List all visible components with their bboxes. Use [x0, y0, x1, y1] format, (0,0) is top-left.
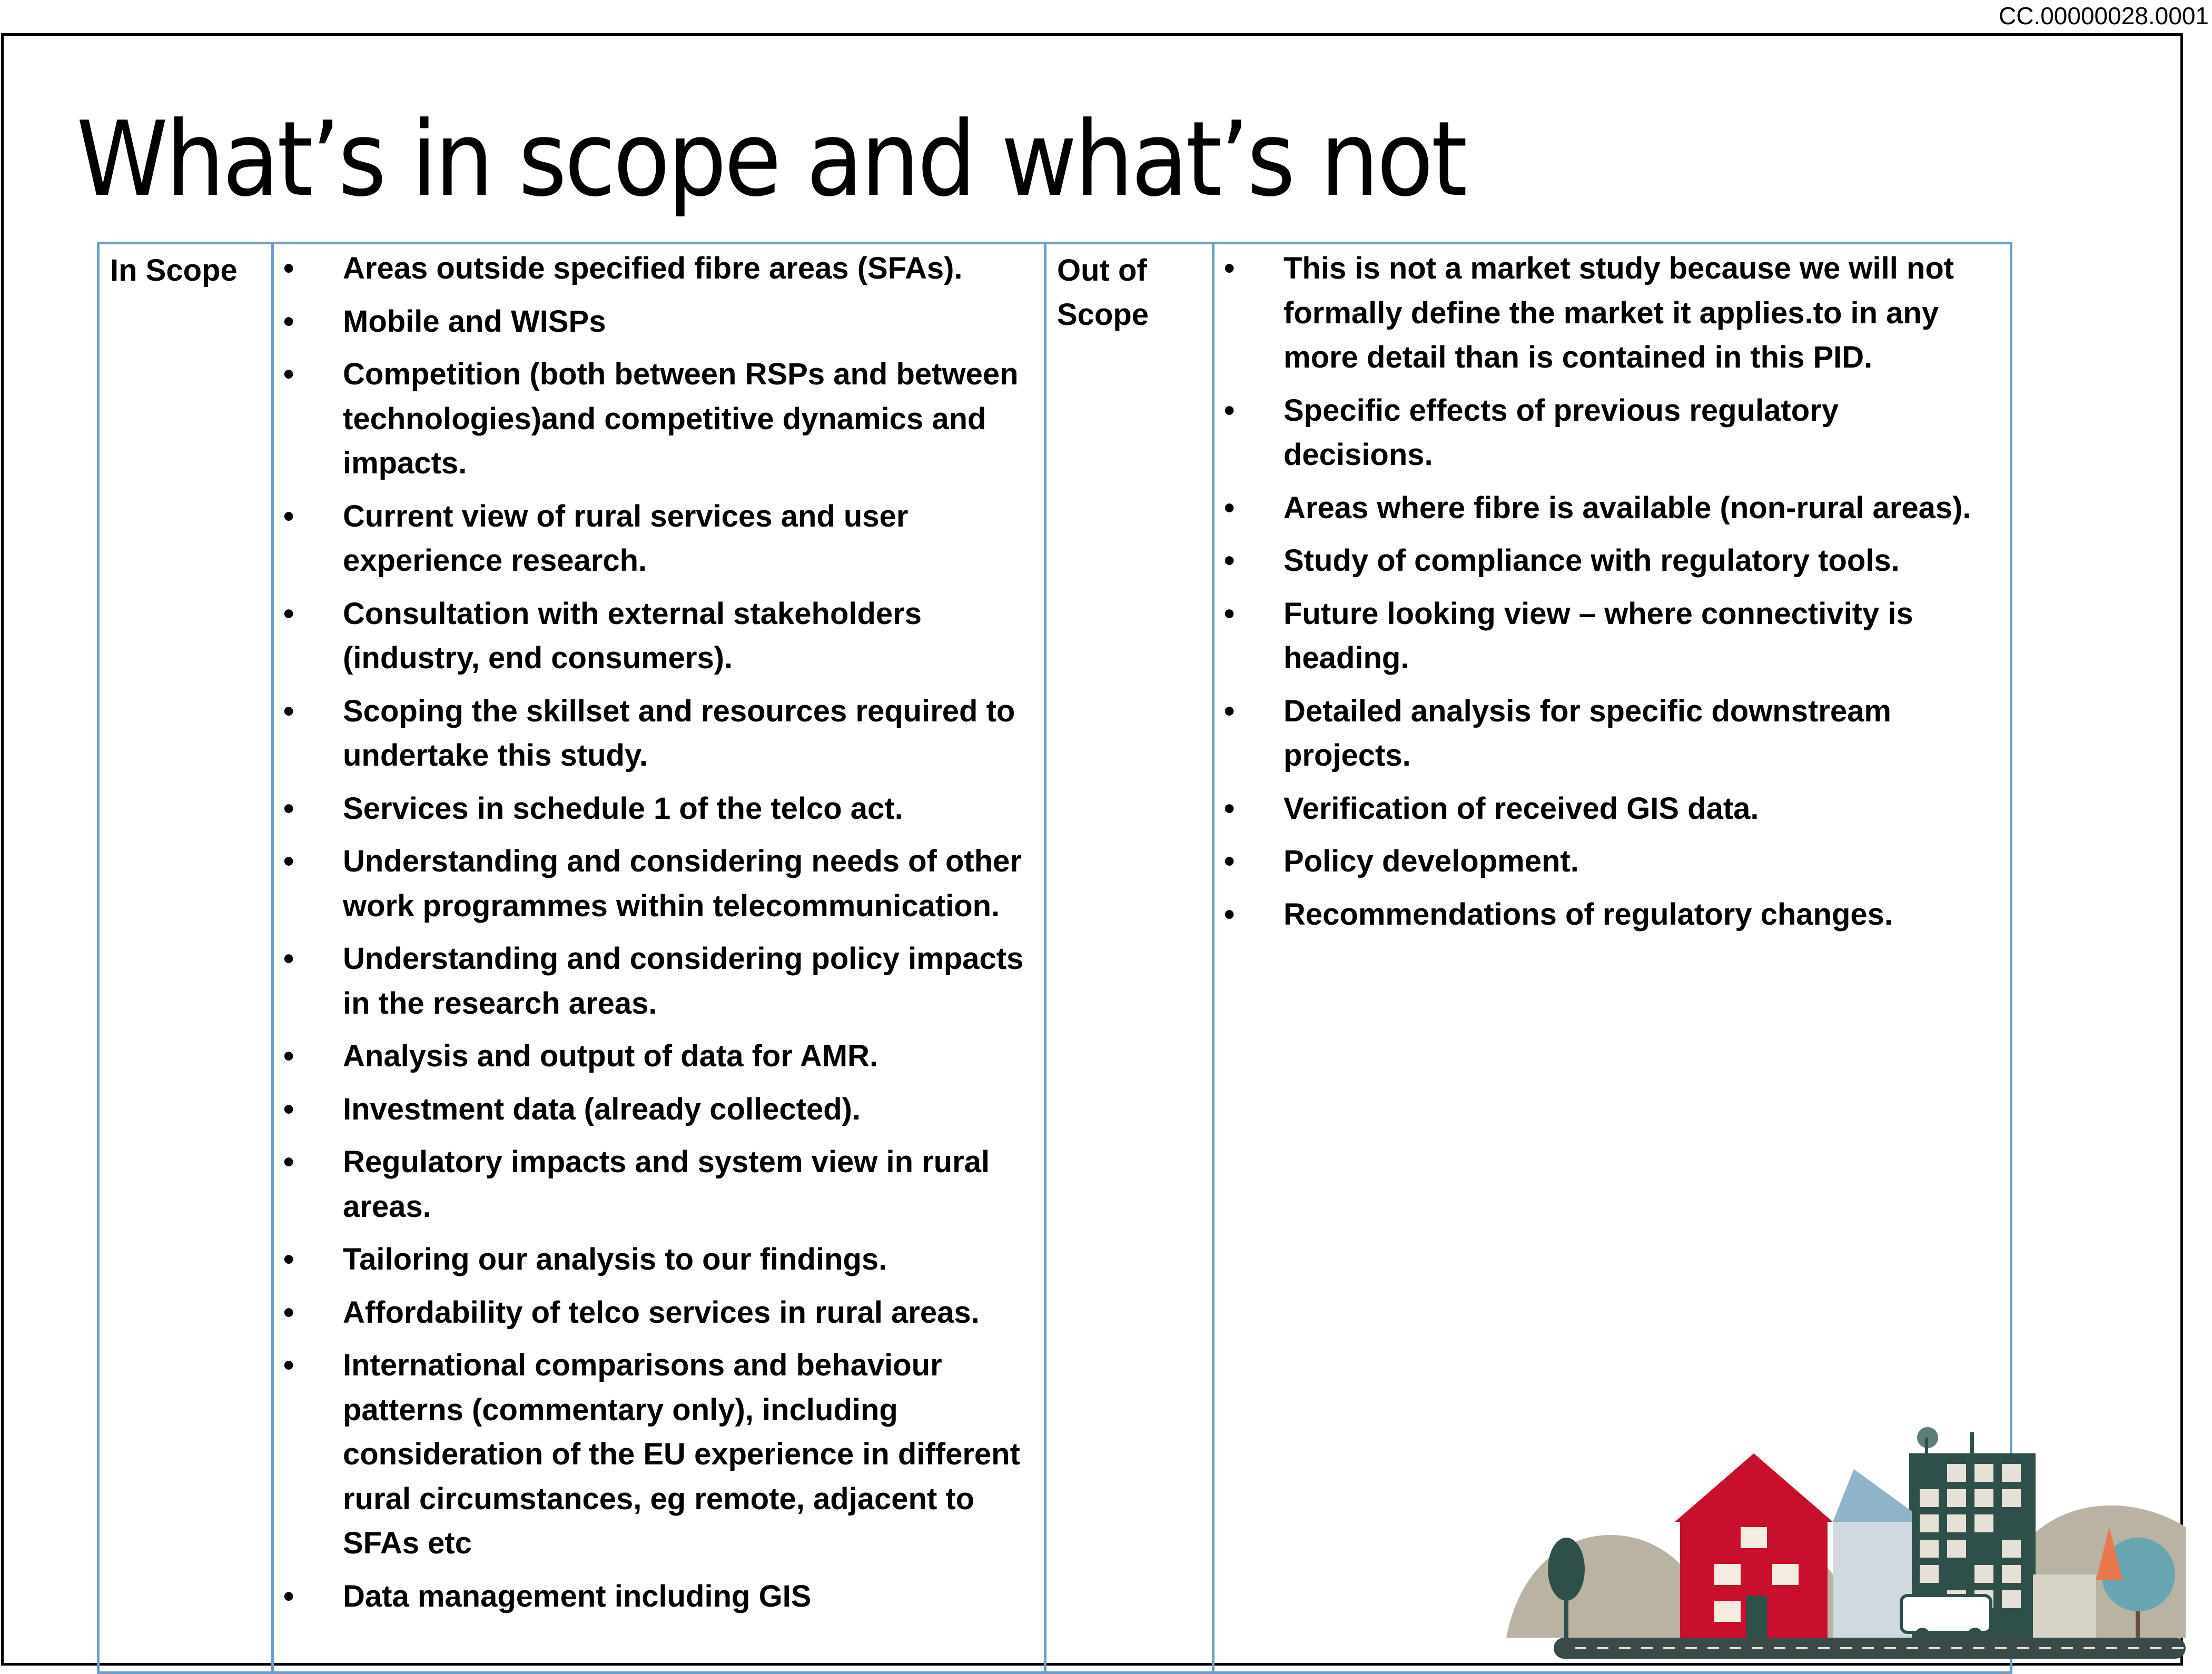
list-item: • Understanding and considering needs of other work programmes within telecommunication.: [274, 839, 1033, 928]
tower-window: [2002, 1590, 2021, 1608]
list-item: • Data management including GIS: [274, 1574, 1033, 1619]
road-dash: [1597, 1647, 1608, 1649]
list-item: • Affordability of telco services in rural areas.: [274, 1291, 1033, 1335]
grey-building: [2033, 1574, 2096, 1638]
road-dash: [1818, 1647, 1830, 1649]
road-dash: [2106, 1647, 2117, 1649]
list-item: • Services in schedule 1 of the telco act.: [274, 787, 1033, 831]
document-id: CC.00000028.0001: [1999, 2, 2209, 29]
road-dash: [1929, 1647, 1940, 1649]
list-item: • Tailoring our analysis to our findings.: [274, 1237, 1033, 1282]
road-dash: [1951, 1647, 1962, 1649]
tower-window: [1974, 1565, 1993, 1583]
road-dash: [1774, 1647, 1785, 1649]
road-dash: [2083, 1647, 2095, 1649]
tower-window: [1974, 1464, 1993, 1482]
list-item: • Areas outside specified fibre areas (SFAs).: [274, 246, 1033, 291]
tower-window: [1920, 1489, 1939, 1507]
road-dash: [2017, 1647, 2029, 1649]
list-item: • Analysis and output of data for AMR.: [274, 1034, 1033, 1079]
road-dash: [1685, 1647, 1697, 1649]
road-dash: [1730, 1647, 1741, 1649]
tower-window: [1947, 1514, 1966, 1532]
tower-window: [2002, 1565, 2021, 1583]
road-dash: [1973, 1647, 1984, 1649]
list-item: • Areas where fibre is available (non-rural areas).: [1214, 486, 1994, 531]
road-dash: [1663, 1647, 1675, 1649]
tower-window: [1947, 1489, 1966, 1507]
list-item: • Consultation with external stakeholders (industry, end consumers).: [274, 592, 1033, 681]
road-dash: [1641, 1647, 1653, 1649]
list-item: • Understanding and considering policy impacts in the research areas.: [274, 937, 1033, 1026]
out-of-scope-label: Out of Scope: [1045, 243, 1213, 1673]
list-item: • International comparisons and behaviour patterns (commentary only), including consideration of the EU experience in different rural circumstances, eg remote, adjacent to SFAs etc: [274, 1343, 1033, 1566]
road-dash: [2150, 1647, 2161, 1649]
tower-window: [1920, 1514, 1939, 1532]
road-dash: [2039, 1647, 2051, 1649]
tower-window: [1920, 1540, 1939, 1558]
tower-window: [1974, 1540, 1993, 1558]
road-dash: [1575, 1647, 1586, 1649]
in-scope-list: [274, 246, 1033, 1619]
list-item: • Specific effects of previous regulatory decisions.: [1214, 389, 1994, 478]
tower-window: [1947, 1464, 1966, 1482]
list-item: • Regulatory impacts and system view in rural areas.: [274, 1140, 1033, 1229]
road-dash: [1884, 1647, 1896, 1649]
tower-window: [2002, 1514, 2021, 1532]
tower-window: [2002, 1489, 2021, 1507]
list-item: • Mobile and WISPs: [274, 300, 1033, 344]
road-dash: [1752, 1647, 1763, 1649]
road-dash: [1840, 1647, 1852, 1649]
list-item: • Detailed analysis for specific downstream projects.: [1214, 689, 1994, 778]
road-dash: [1995, 1647, 2007, 1649]
list-item: • Competition (both between RSPs and between technologies)and competitive dynamics and impacts.: [274, 352, 1033, 486]
tower-window: [1920, 1565, 1939, 1583]
tower-window: [1974, 1489, 1993, 1507]
tower-window: [2002, 1464, 2021, 1482]
list-item: • Verification of received GIS data.: [1214, 787, 1994, 831]
road-dash: [2128, 1647, 2139, 1649]
road-dash: [1796, 1647, 1808, 1649]
road-dash: [2061, 1647, 2073, 1649]
list-item: • Current view of rural services and user experience research.: [274, 494, 1033, 583]
page-title: What’s in scope and what’s not: [76, 100, 1466, 220]
road-dash: [2172, 1647, 2184, 1649]
list-item: • Investment data (already collected).: [274, 1087, 1033, 1132]
in-scope-label: In Scope: [98, 243, 273, 1673]
road-dash: [1619, 1647, 1631, 1649]
list-item: • Policy development.: [1214, 839, 1994, 884]
out-of-scope-list: [1214, 246, 1994, 937]
road-dash: [1907, 1647, 1918, 1649]
tower-window: [1974, 1514, 1993, 1532]
rural-town-illustration: [1506, 1353, 2186, 1659]
tower-window: [1947, 1565, 1966, 1583]
road-dash: [1707, 1647, 1719, 1649]
list-item: • Future looking view – where connectivity is heading.: [1214, 592, 1994, 681]
tower-window: [2002, 1540, 2021, 1558]
blue-roof: [1833, 1469, 1912, 1527]
list-item: • Recommendations of regulatory changes.: [1214, 893, 1994, 937]
list-item: • Scoping the skillset and resources required to undertake this study.: [274, 689, 1033, 778]
list-item: • This is not a market study because we will not formally define the market it applies.to in any more detail than is contained in this PID.: [1214, 246, 1994, 380]
tower-window: [1947, 1540, 1966, 1558]
road-dash: [1862, 1647, 1874, 1649]
list-item: • Study of compliance with regulatory tools.: [1214, 539, 1994, 583]
tower-window: [1920, 1464, 1939, 1482]
red-house-icon: [1675, 1453, 1833, 1638]
in-scope-list-cell: [273, 243, 1045, 1673]
